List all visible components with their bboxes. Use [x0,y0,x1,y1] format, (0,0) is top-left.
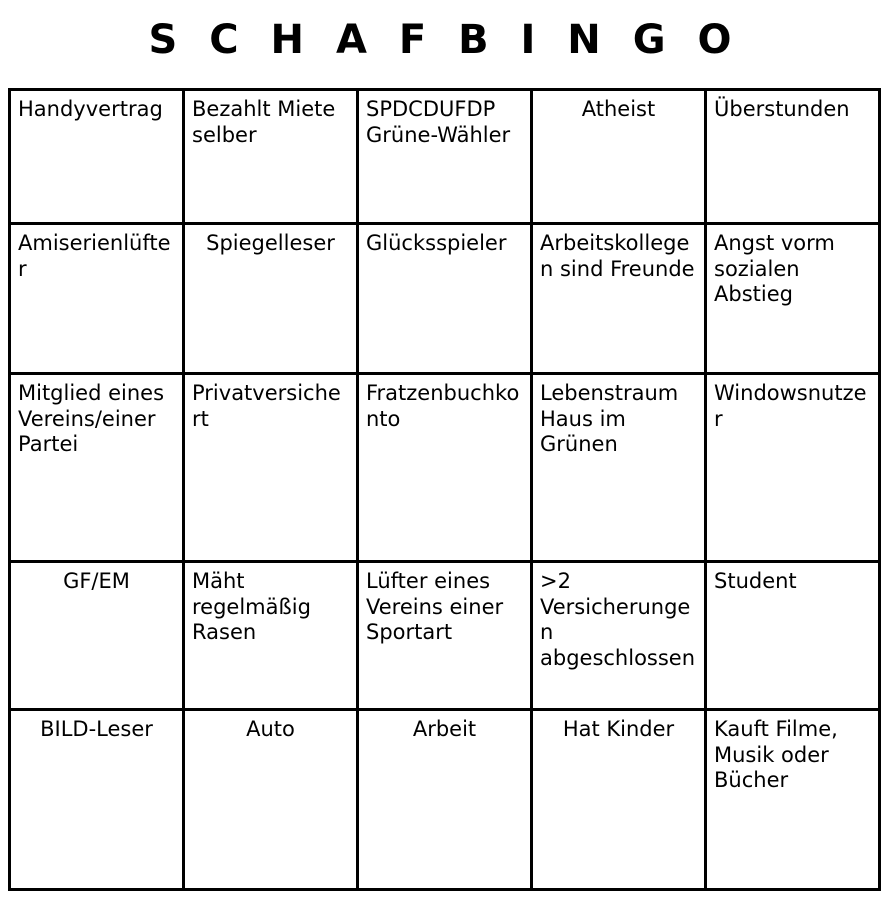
bingo-cell-1-2[interactable] [358,224,532,374]
bingo-cell-text: Fratzenbuchkonto [366,381,520,431]
bingo-row [10,374,880,562]
bingo-cell-text: Handyvertrag [18,97,163,121]
bingo-cell-3-0[interactable] [10,562,184,710]
bingo-cell-text: Hat Kinder [562,717,675,741]
bingo-cell-2-0[interactable] [10,374,184,562]
bingo-cell-text: SPDCDUFDP Grüne-Wähler [366,97,511,147]
bingo-cell-text: Mäht regelmäßig Rasen [192,569,311,645]
page-title: S C H A F B I N G O [148,17,741,63]
bingo-cell-4-2[interactable] [358,710,532,890]
bingo-row [10,224,880,374]
bingo-cell-text: Lüfter eines Vereins einer Sportart [366,569,504,645]
bingo-cell-text: Amiserienlüfter [18,231,171,281]
bingo-cell-4-3[interactable] [532,710,706,890]
bingo-cell-1-0[interactable] [10,224,184,374]
bingo-cell-2-3[interactable] [532,374,706,562]
bingo-cell-text: Kauft Filme, Musik oder Bücher [714,717,838,793]
bingo-row [10,90,880,224]
bingo-cell-text: Privatversichert [192,381,341,431]
bingo-cell-0-2[interactable] [358,90,532,224]
bingo-cell-text: Arbeit [412,717,477,741]
bingo-cell-text: Angst vorm sozialen Abstieg [714,231,835,307]
bingo-cell-text: BILD-Leser [40,717,153,741]
bingo-cell-text: Überstunden [714,97,850,121]
bingo-cell-3-4[interactable] [706,562,880,710]
bingo-row [10,710,880,890]
bingo-cell-3-1[interactable] [184,562,358,710]
bingo-cell-0-3[interactable] [532,90,706,224]
bingo-cell-text: Student [714,569,797,593]
bingo-cell-text: Bezahlt Miete selber [192,97,336,147]
bingo-cell-2-1[interactable] [184,374,358,562]
bingo-cell-text: Auto [246,717,295,741]
bingo-cell-text: Mitglied eines Vereins/einer Partei [18,381,165,457]
bingo-cell-4-0[interactable] [10,710,184,890]
bingo-cell-0-1[interactable] [184,90,358,224]
bingo-cell-text: Atheist [581,97,656,121]
bingo-cell-2-2[interactable] [358,374,532,562]
bingo-grid [8,88,881,891]
bingo-cell-text: GF/EM [63,569,130,593]
bingo-cell-3-2[interactable] [358,562,532,710]
bingo-cell-text: Spiegelleser [206,231,335,255]
bingo-cell-2-4[interactable] [706,374,880,562]
bingo-cell-1-4[interactable] [706,224,880,374]
bingo-cell-text: Lebenstraum Haus im Grünen [540,381,679,457]
bingo-row [10,562,880,710]
bingo-cell-0-0[interactable] [10,90,184,224]
bingo-cell-text: Glücksspieler [366,231,507,255]
bingo-cell-4-4[interactable] [706,710,880,890]
bingo-cell-1-3[interactable] [532,224,706,374]
bingo-cell-3-3[interactable] [532,562,706,710]
bingo-cell-1-1[interactable] [184,224,358,374]
bingo-cell-0-4[interactable] [706,90,880,224]
bingo-cell-text: >2 Versicherungen abgeschlossen [540,569,696,670]
bingo-cell-4-1[interactable] [184,710,358,890]
bingo-cell-text: Arbeitskollegen sind Freunde [540,231,695,281]
bingo-cell-text: Windowsnutzer [714,381,867,431]
